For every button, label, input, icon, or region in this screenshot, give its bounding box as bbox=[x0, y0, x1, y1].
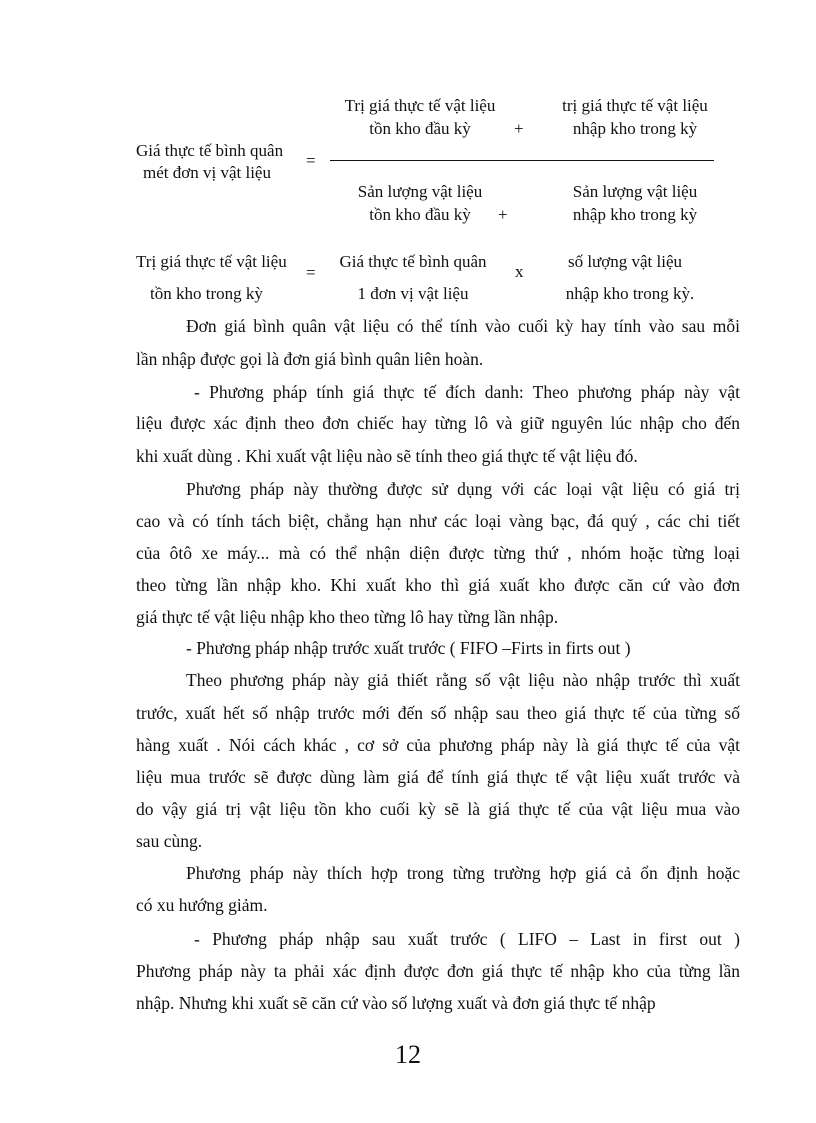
multiply-sign: x bbox=[515, 262, 524, 281]
text-line: hàng xuất . Nói cách khác , cơ sở của phương pháp này là giá thực tế của vật bbox=[136, 735, 740, 755]
text-line: giá thực tế vật liệu nhập kho theo từng lô hay từng lần nhập. bbox=[136, 607, 559, 627]
text-line: lần nhập được gọi là đơn giá bình quân liên hoàn. bbox=[136, 349, 484, 369]
text-line: Phương pháp này ta phải xác định được đơn giá thực tế nhập kho của từng lần bbox=[136, 961, 740, 981]
text-line: của ôtô xe máy... mà có thể nhận diện được từng thứ , nhóm hoặc từng loại bbox=[136, 543, 740, 563]
denominator-received-qty-line2: nhập kho trong kỳ bbox=[572, 205, 698, 224]
text-line: - Phương pháp tính giá thực tế đích danh: Theo phương pháp này vật bbox=[194, 382, 740, 402]
text-line: liệu được xác định theo đơn chiếc hay từng lô và giữ nguyên lúc nhập cho đến bbox=[136, 413, 740, 433]
text-line: do vậy giá trị vật liệu tồn kho cuối kỳ sẽ là giá thực tế của vật liệu mua vào bbox=[136, 799, 740, 819]
formula-lhs-line2: mét đơn vị vật liệu bbox=[143, 163, 271, 182]
formula2-mid-line2: 1 đơn vị vật liệu bbox=[357, 284, 469, 303]
formula2-equals-sign: = bbox=[306, 263, 316, 282]
numerator-opening-value-line2: tồn kho đầu kỳ bbox=[369, 119, 471, 138]
text-line: Phương pháp này thường được sử dụng với các loại vật liệu có giá trị bbox=[186, 479, 740, 499]
fraction-bar bbox=[330, 160, 714, 161]
plus-sign-denominator: + bbox=[498, 205, 508, 224]
numerator-opening-value-line1: Trị giá thực tế vật liệu bbox=[344, 96, 496, 115]
text-line: khi xuất dùng . Khi xuất vật liệu nào sẽ tính theo giá thực tế vật liệu đó. bbox=[136, 446, 638, 466]
formula2-rhs-line2: nhập kho trong kỳ. bbox=[565, 284, 695, 303]
formula2-lhs-line1: Trị giá thực tế vật liệu bbox=[136, 252, 287, 271]
formula-lhs-line1: Giá thực tế bình quân bbox=[136, 141, 284, 160]
text-line: liệu mua trước sẽ được dùng làm giá để tính giá thực tế vật liệu xuất trước và bbox=[136, 767, 740, 787]
text-line: trước, xuất hết số nhập trước mới đến số nhập sau theo giá thực tế của từng số bbox=[136, 703, 740, 723]
text-line: cao và có tính tách biệt, chẳng hạn như các loại vàng bạc, đá quý , các chi tiết bbox=[136, 511, 740, 531]
equals-sign: = bbox=[306, 151, 316, 170]
section-heading-lifo: - Phương pháp nhập sau xuất trước ( LIFO – Last in first out ) bbox=[194, 929, 740, 949]
text-line: Phương pháp này thích hợp trong từng trường hợp giá cả ổn định hoặc bbox=[186, 863, 740, 883]
page-number: 12 bbox=[395, 1040, 421, 1069]
text-line: nhập. Nhưng khi xuất sẽ căn cứ vào số lượng xuất và đơn giá thực tế nhập bbox=[136, 993, 656, 1013]
formula2-lhs-line2: tồn kho trong kỳ bbox=[150, 284, 263, 303]
denominator-opening-qty-line1: Sản lượng vật liệu bbox=[357, 182, 483, 201]
text-line: Đơn giá bình quân vật liệu có thể tính vào cuối kỳ hay tính vào sau mỗi bbox=[186, 316, 740, 336]
formula2-mid-line1: Giá thực tế bình quân bbox=[339, 252, 487, 271]
section-heading-fifo: - Phương pháp nhập trước xuất trước ( FIFO –Firts in firts out ) bbox=[186, 638, 631, 658]
text-line: Theo phương pháp này giả thiết rằng số vật liệu nào nhập trước thì xuất bbox=[186, 670, 740, 690]
text-line: theo từng lần nhập kho. Khi xuất kho thì giá xuất kho được căn cứ vào đơn bbox=[136, 575, 740, 595]
plus-sign-numerator: + bbox=[514, 119, 524, 138]
denominator-received-qty-line1: Sản lượng vật liệu bbox=[572, 182, 698, 201]
numerator-received-value-line1: trị giá thực tế vật liệu bbox=[562, 96, 708, 115]
formula2-rhs-line1: số lượng vật liệu bbox=[567, 252, 683, 271]
denominator-opening-qty-line2: tồn kho đầu kỳ bbox=[369, 205, 471, 224]
text-line: sau cùng. bbox=[136, 831, 203, 851]
text-line: có xu hướng giảm. bbox=[136, 895, 268, 915]
numerator-received-value-line2: nhập kho trong kỳ bbox=[572, 119, 698, 138]
